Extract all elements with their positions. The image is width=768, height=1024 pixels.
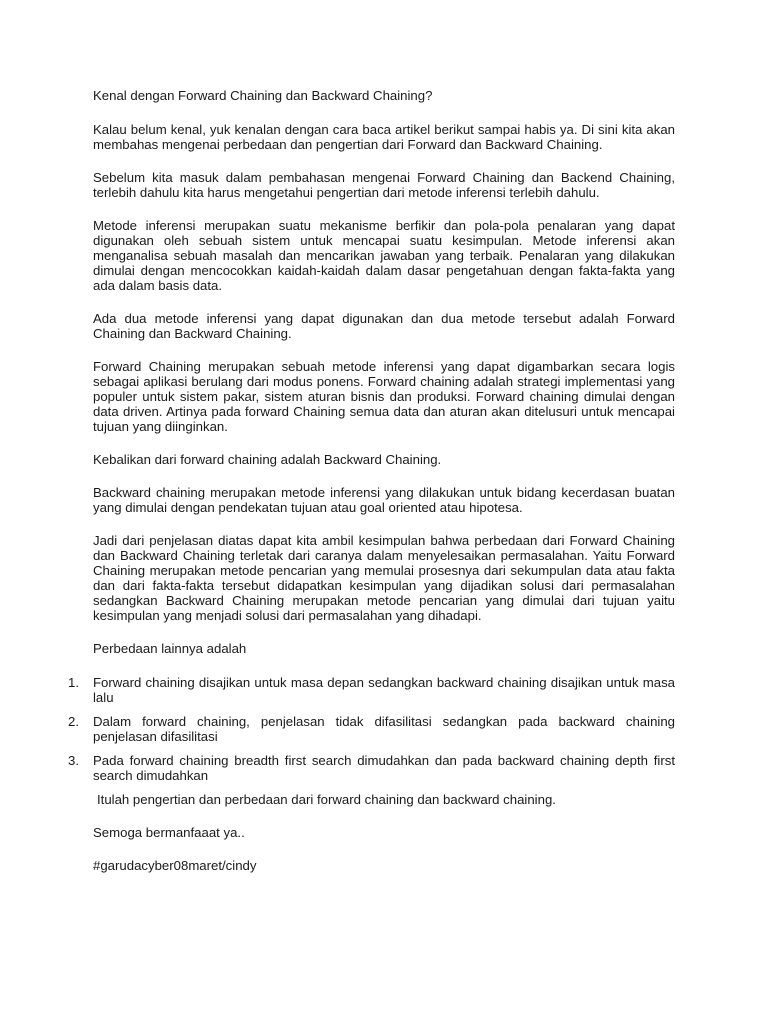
paragraph-two-methods: Ada dua metode inferensi yang dapat digunakan dan dua metode tersebut adalah Forward Chaining dan Backward Chaining. (93, 311, 675, 341)
paragraph-preface: Sebelum kita masuk dalam pembahasan mengenai Forward Chaining dan Backend Chaining, terlebih dahulu kita harus mengetahui pengertian dari metode inferensi terlebih dahulu. (93, 170, 675, 200)
document-title: Kenal dengan Forward Chaining dan Backward Chaining? (93, 88, 433, 103)
list-item-text: Forward chaining disajikan untuk masa depan sedangkan backward chaining disajikan untuk masa lalu (93, 675, 675, 705)
list-item (68, 714, 675, 744)
list-item (68, 675, 675, 705)
list-item-text: Dalam forward chaining, penjelasan tidak difasilitasi sedangkan pada backward chaining penjelasan difasilitasi (93, 714, 675, 744)
greeting: Semoga bermanfaaat ya.. (93, 825, 245, 840)
list-item (68, 753, 675, 783)
document-body (68, 88, 675, 891)
paragraph-forward-chaining: Forward Chaining merupakan sebuah metode inferensi yang dapat digambarkan secara logis sebagai aplikasi berulang dari modus ponens. Forward chaining adalah strategi implementasi yang populer untuk sistem pakar, sistem aturan bisnis dan produksi. Forward chaining dimulai dengan data driven. Artinya pada forward Chaining semua data dan aturan akan ditelusuri untuk mencapai tujuan yang diinginkan. (93, 359, 675, 434)
paragraph-inference-method: Metode inferensi merupakan suatu mekanisme berfikir dan pola-pola penalaran yang dapat digunakan oleh sebuah sistem untuk mencapai suatu kesimpulan. Metode inferensi akan menganalisa sebuah masalah dan mencarikan jawaban yang terbaik. Penalaran yang dilakukan dimulai dengan mencocokkan kaidah-kaidah dalam dasar pengetahuan dengan fakta-fakta yang ada dalam basis data. (93, 218, 675, 293)
hashtag-signature: #garudacyber08maret/cindy (93, 858, 257, 873)
paragraph-conclusion: Jadi dari penjelasan diatas dapat kita ambil kesimpulan bahwa perbedaan dari Forward Chaining dan Backward Chaining terletak dari caranya dalam menyelesaikan permasalahan. Yaitu Forward Chaining merupakan metode pencarian yang memulai prosesnya dari sekumpulan data atau fakta dan dari fakta-fakta tersebut didapatkan kesimpulan yang dijadikan solusi dari permasalahan sedangkan Backward Chaining merupakan metode pencarian yang dimulai dari tujuan yaitu kesimpulan yang menjadi solusi dari permasalahan yang dihadapi. (93, 533, 675, 623)
paragraph-other-differences: Perbedaan lainnya adalah (93, 641, 247, 656)
differences-list (68, 675, 675, 783)
list-number: 3. (68, 753, 79, 768)
paragraph-opposite: Kebalikan dari forward chaining adalah Backward Chaining. (93, 452, 442, 467)
list-number: 2. (68, 714, 79, 729)
list-item-text: Pada forward chaining breadth first search dimudahkan dan pada backward chaining depth first search dimudahkan (93, 753, 675, 783)
paragraph-backward-chaining: Backward chaining merupakan metode inferensi yang dilakukan untuk bidang kecerdasan buatan yang dimulai dengan pendekatan tujuan atau goal oriented atau hipotesa. (93, 485, 675, 515)
paragraph-intro: Kalau belum kenal, yuk kenalan dengan cara baca artikel berikut sampai habis ya. Di sini kita akan membahas mengenai perbedaan dan pengertian dari Forward dan Backward Chaining. (93, 122, 675, 152)
list-number: 1. (68, 675, 79, 690)
closing-sentence: Itulah pengertian dan perbedaan dari forward chaining dan backward chaining. (97, 792, 556, 807)
